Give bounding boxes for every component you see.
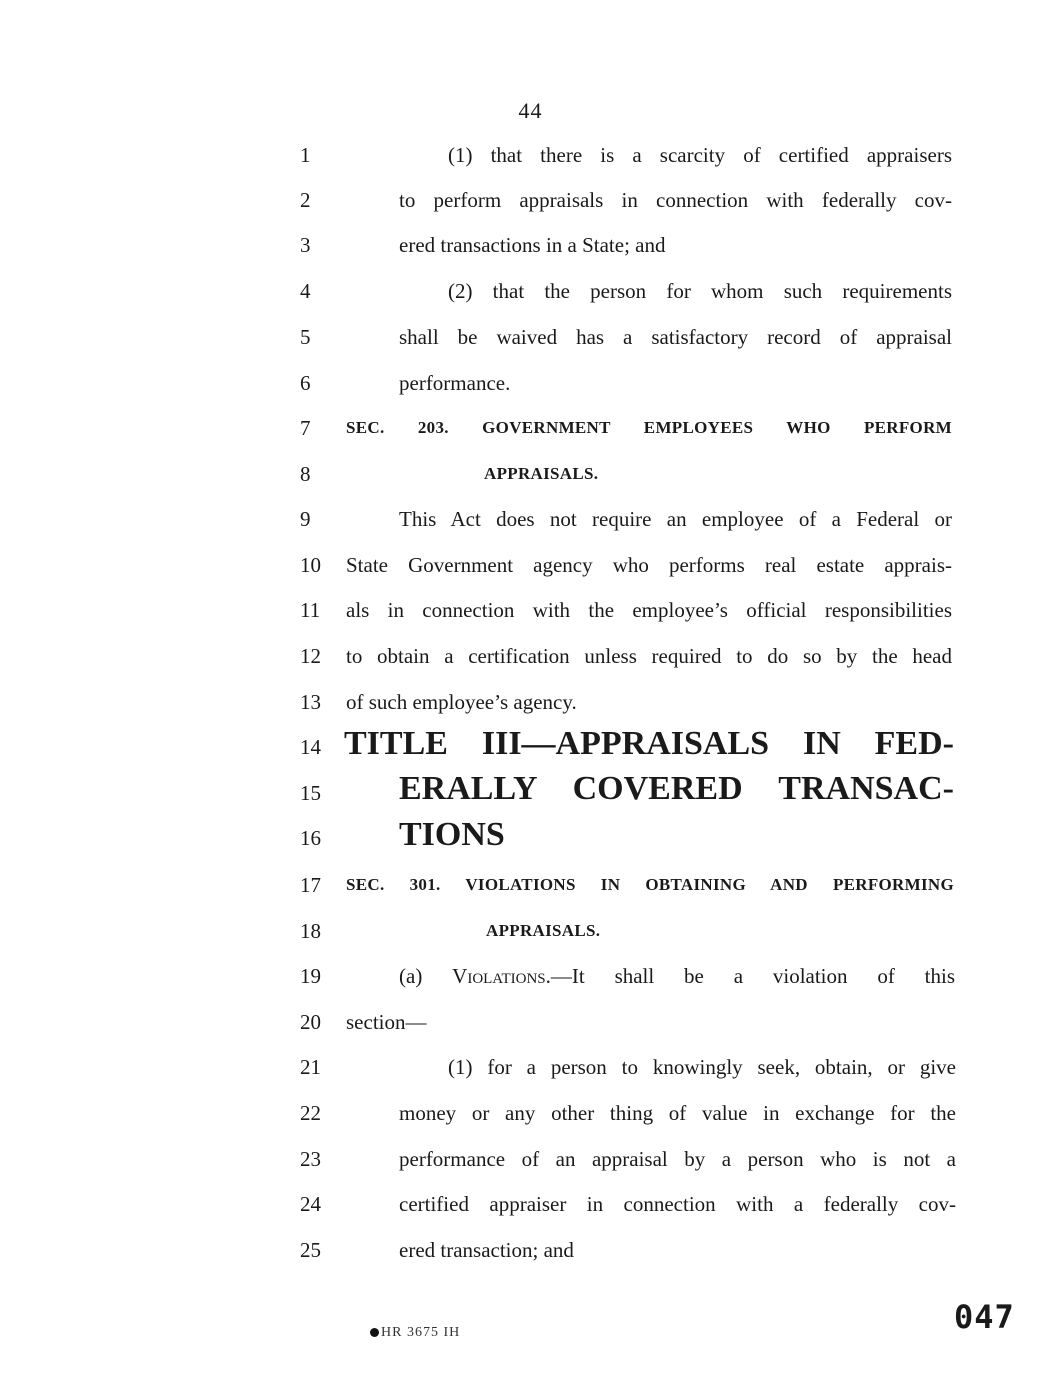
section-heading-cont: APPRAISALS. — [484, 464, 599, 483]
title-heading: TITLE III—APPRAISALS IN FED- — [344, 725, 954, 762]
subsection-label: (a) — [399, 964, 423, 988]
line-number: 1 — [300, 143, 311, 167]
line-number: 18 — [300, 919, 321, 943]
line-number: 21 — [300, 1055, 321, 1079]
line-number: 6 — [300, 371, 311, 395]
line-text: This Act does not require an employee of a Federal or — [399, 507, 952, 531]
line-text: money or any other thing of value in exchange for the — [399, 1101, 956, 1125]
bill-id-text: HR 3675 IH — [381, 1325, 461, 1340]
line-text: State Government agency who performs real estate apprais- — [346, 553, 952, 577]
line-number: 25 — [300, 1238, 321, 1262]
line-text: ered transactions in a State; and — [399, 233, 666, 257]
page-number: 44 — [518, 98, 543, 123]
line-number: 15 — [300, 781, 321, 805]
line-number: 7 — [300, 416, 311, 440]
line-number: 14 — [300, 735, 321, 759]
line-number: 4 — [300, 279, 311, 303]
title-heading-cont: ERALLY COVERED TRANSAC- — [399, 770, 954, 807]
subsection-line — [399, 963, 955, 989]
line-text: to perform appraisals in connection with federally cov- — [399, 188, 952, 212]
line-number: 10 — [300, 553, 321, 577]
line-text: performance of an appraisal by a person who is not a — [399, 1147, 956, 1171]
line-number: 16 — [300, 826, 321, 850]
line-text: als in connection with the employee’s official responsibilities — [346, 598, 952, 622]
line-number: 3 — [300, 233, 311, 257]
line-text: ered transaction; and — [399, 1238, 574, 1262]
line-text: performance. — [399, 371, 511, 395]
section-heading: SEC. 203. GOVERNMENT EMPLOYEES WHO PERFORM — [346, 418, 952, 437]
line-number: 23 — [300, 1147, 321, 1171]
line-number: 19 — [300, 964, 321, 988]
line-number: 2 — [300, 188, 311, 212]
line-text: to obtain a certification unless required to do so by the head — [346, 644, 952, 668]
bill-identifier — [370, 1325, 460, 1341]
line-number: 11 — [300, 598, 321, 622]
line-text: section— — [346, 1010, 427, 1034]
line-number: 5 — [300, 325, 311, 349]
line-number: 8 — [300, 462, 311, 486]
bullet-icon — [370, 1328, 379, 1337]
section-heading-cont: APPRAISALS. — [486, 921, 601, 940]
page-stamp: 047 — [954, 1298, 1015, 1336]
title-heading-cont: TIONS — [399, 816, 505, 853]
line-number: 24 — [300, 1192, 321, 1216]
line-number: 9 — [300, 507, 311, 531]
line-number: 20 — [300, 1010, 321, 1034]
line-number: 13 — [300, 690, 321, 714]
line-number: 22 — [300, 1101, 321, 1125]
line-number: 17 — [300, 873, 321, 897]
line-text: (1) that there is a scarcity of certified appraisers — [448, 143, 952, 167]
line-text: shall be waived has a satisfactory record of appraisal — [399, 325, 952, 349]
line-number: 12 — [300, 644, 321, 668]
section-heading: SEC. 301. VIOLATIONS IN OBTAINING AND PERFORMING — [346, 875, 954, 894]
line-text: (2) that the person for whom such requirements — [448, 279, 952, 303]
line-text: (1) for a person to knowingly seek, obtain, or give — [448, 1055, 956, 1079]
line-text: certified appraiser in connection with a federally cov- — [399, 1192, 956, 1216]
line-text: .—It shall be a violation of this — [545, 964, 956, 988]
subsection-heading: Violations — [452, 964, 546, 988]
line-text: of such employee’s agency. — [346, 690, 577, 714]
